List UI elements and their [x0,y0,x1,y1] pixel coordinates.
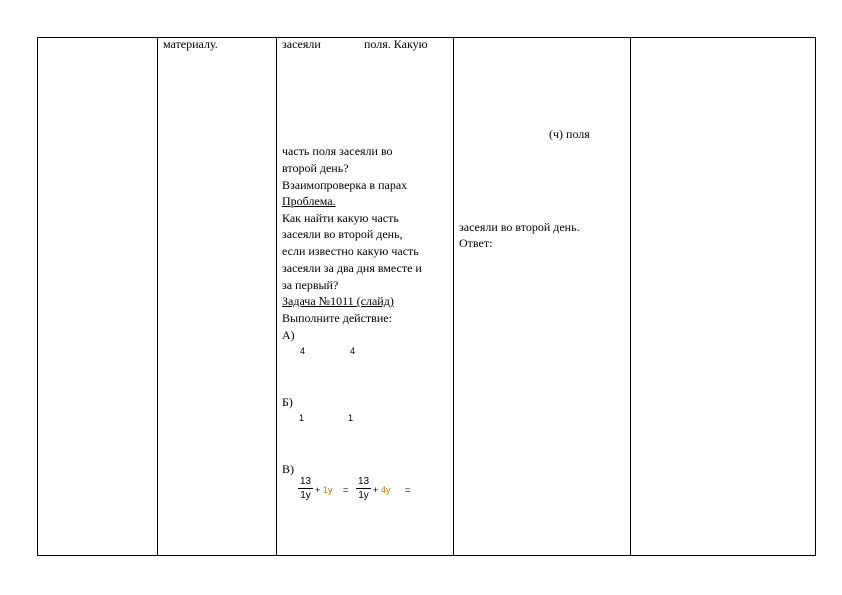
column-divider-1 [157,37,158,556]
plus-sign-1: + [315,485,321,495]
item-a-label: А) [282,328,295,342]
item-b-label: Б) [282,395,293,409]
term-2: 4у [381,485,391,495]
fraction-1-denominator: 1у [300,490,311,501]
problem-line-3: если известно какую часть [282,244,419,258]
fraction-1-numerator: 13 [299,476,312,487]
equals-sign-2: = [405,485,411,495]
fraction-2-bar [356,488,371,489]
question-line-2: второй день? [282,161,349,175]
problem-line-2: засеяли во второй день, [282,227,403,241]
col2-text: материалу. [163,37,218,51]
plus-sign-2: + [373,485,379,495]
col4-answer-label: Ответ: [459,236,493,250]
peer-check: Взаимопроверка в парах [282,178,408,192]
problem-line-4: засеяли за два дня вместе и [282,261,422,275]
item-b-value-2: 1 [348,413,354,423]
col3-top-right: поля. Какую [364,37,428,51]
column-divider-4 [630,37,631,556]
fraction-1-bar [298,488,313,489]
question-line-1: часть поля засеяли во [282,144,393,158]
fraction-1 [298,476,313,501]
fraction-2 [356,476,371,501]
item-v-label: В) [282,462,294,476]
item-a-value-2: 4 [350,346,356,356]
col3-top-left: засеяли [282,37,321,51]
column-divider-2 [276,37,277,556]
problem-line-1: Как найти какую часть [282,211,399,225]
term-1: 1у [323,485,333,495]
do-action: Выполните действие: [282,311,392,325]
col4-line-1: засеяли во второй день. [459,220,580,234]
fraction-2-numerator: 13 [357,476,370,487]
problem-label: Проблема. [282,194,336,208]
table-frame [37,37,816,556]
equals-sign-1: = [343,485,349,495]
col4-top-right: (ч) поля [549,127,590,141]
fraction-2-denominator: 1у [358,490,369,501]
column-divider-3 [453,37,454,556]
problem-line-5: за первый? [282,278,339,292]
item-b-value-1: 1 [299,413,305,423]
task-title: Задача №1011 (слайд) [282,294,394,308]
item-a-value-1: 4 [300,346,306,356]
